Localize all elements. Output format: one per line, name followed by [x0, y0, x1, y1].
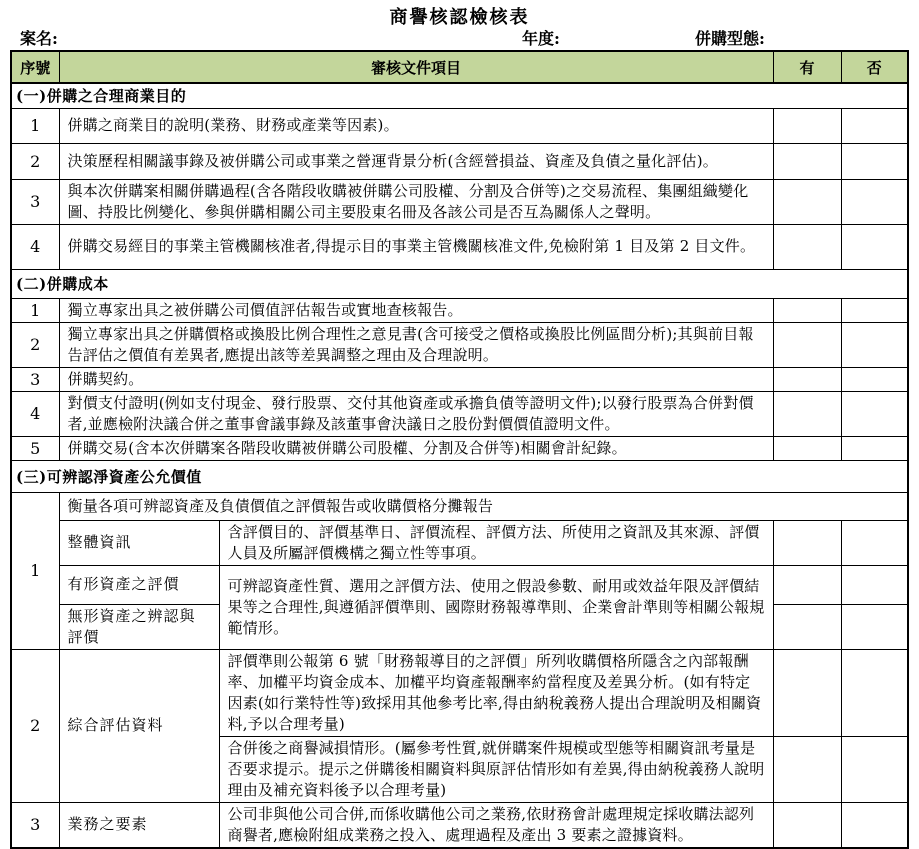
- no-cell[interactable]: [841, 649, 908, 736]
- no-cell[interactable]: [841, 224, 908, 269]
- yes-cell[interactable]: [773, 143, 841, 179]
- row-number: 2: [11, 649, 59, 802]
- row-number: 3: [11, 179, 59, 224]
- column-header-item: 審核文件項目: [59, 51, 773, 83]
- row-item-text: 獨立專家出具之被併購公司價值評估報告或實地查核報告。: [59, 298, 773, 322]
- row-item-text: 併購交易經目的事業主管機關核准者,得提示目的事業主管機關核准文件,免檢附第 1 目及第 2 目文件。: [59, 224, 773, 269]
- section-3-heading: (三)可辨認淨資產公允價值: [11, 460, 908, 492]
- table-row: [11, 179, 908, 224]
- no-cell[interactable]: [841, 802, 908, 848]
- row-number: 4: [11, 224, 59, 269]
- sub-item-text: 評價準則公報第 6 號「財務報導目的之評價」所列收購價格所隱含之內部報酬率、加權平均資金成本、加權平均資產報酬率約當程度及差異分析。(如有特定因素(如行業特性等)致採用其他參考比率,得由納稅義務人提出合理說明及相關資料,予以合理考量): [219, 649, 773, 736]
- no-cell[interactable]: [841, 604, 908, 649]
- year-label: 年度:: [522, 29, 560, 48]
- row-number: 2: [11, 143, 59, 179]
- row-number: 5: [11, 436, 59, 460]
- table-row: [11, 565, 908, 604]
- section-1-heading: (一)併購之合理商業目的: [11, 83, 908, 108]
- sub-item-label: 業務之要素: [59, 802, 219, 848]
- form-meta-row: [0, 26, 919, 50]
- no-cell[interactable]: [841, 322, 908, 367]
- row-item-text: 併購之商業目的說明(業務、財務或產業等因素)。: [59, 108, 773, 143]
- yes-cell[interactable]: [773, 565, 841, 604]
- table-row: [11, 520, 908, 565]
- merger-type-field[interactable]: [810, 28, 890, 46]
- row-item-text: 決策歷程相關議事錄及被併購公司或事業之營運背景分析(含經營損益、資產及負債之量化評估)。: [59, 143, 773, 179]
- column-header-yes: 有: [773, 51, 841, 83]
- sub-item-label: 綜合評估資料: [59, 649, 219, 802]
- year-field[interactable]: [592, 28, 682, 46]
- sub-item-label: 無形資產之辨認與評價: [59, 604, 219, 649]
- yes-cell[interactable]: [773, 108, 841, 143]
- table-row: [11, 322, 908, 367]
- no-cell[interactable]: [841, 565, 908, 604]
- table-row: [11, 802, 908, 848]
- no-cell[interactable]: [841, 143, 908, 179]
- sub-item-text: 可辨認資產性質、選用之評價方法、使用之假設參數、耐用或效益年限及評價結果等之合理性,與遵循評價準則、國際財務報導準則、企業會計準則等相關公報規範情形。: [219, 565, 773, 649]
- no-cell[interactable]: [841, 520, 908, 565]
- row-number: 1: [11, 492, 59, 649]
- table-row: [11, 143, 908, 179]
- no-cell[interactable]: [841, 179, 908, 224]
- yes-cell[interactable]: [773, 436, 841, 460]
- table-header-row: [11, 51, 908, 83]
- row-number: 3: [11, 367, 59, 391]
- case-name-field[interactable]: [85, 28, 385, 46]
- table-row: [11, 436, 908, 460]
- no-cell[interactable]: [841, 298, 908, 322]
- sub-item-text: 公司非與他公司合併,而係收購他公司之業務,依財務會計處理規定採收購法認列商譽者,應檢附組成業務之投入、處理過程及產出 3 要素之證據資料。: [219, 802, 773, 848]
- no-cell[interactable]: [841, 436, 908, 460]
- table-row: [11, 224, 908, 269]
- yes-cell[interactable]: [773, 736, 841, 802]
- yes-cell[interactable]: [773, 224, 841, 269]
- row-item-text: 與本次併購案相關併購過程(含各階段收購被併購公司股權、分割及合併等)之交易流程、集團組織變化圖、持股比例變化、參與併購相關公司主要股東名冊及各該公司是否互為關係人之聲明。: [59, 179, 773, 224]
- yes-cell[interactable]: [773, 179, 841, 224]
- yes-cell[interactable]: [773, 391, 841, 436]
- table-row: [11, 367, 908, 391]
- table-row: [11, 108, 908, 143]
- no-cell[interactable]: [841, 367, 908, 391]
- column-header-no: 否: [841, 51, 908, 83]
- yes-cell[interactable]: [773, 322, 841, 367]
- sub-item-text: 含評價目的、評價基準日、評價流程、評價方法、所使用之資訊及其來源、評價人員及所屬評價機構之獨立性等事項。: [219, 520, 773, 565]
- row-number: 4: [11, 391, 59, 436]
- section-3-heading-row: [11, 460, 908, 492]
- section-2-heading-row: [11, 269, 908, 298]
- yes-cell[interactable]: [773, 367, 841, 391]
- table-row: [11, 298, 908, 322]
- row-item-text: 獨立專家出具之併購價格或換股比例合理性之意見書(含可接受之價格或換股比例區間分析);其與前目報告評估之價值有差異者,應提出該等差異調整之理由及合理說明。: [59, 322, 773, 367]
- checklist-table: [10, 50, 909, 849]
- table-row: [11, 391, 908, 436]
- merger-type-label: 併購型態:: [695, 29, 765, 48]
- table-row: [11, 649, 908, 736]
- case-name-label: 案名:: [20, 29, 58, 48]
- sub-item-text: 合併後之商譽減損情形。(屬參考性質,就併購案件規模或型態等相關資訊考量是否要求提示。提示之併購後相關資料與原評估情形如有差異,得由納稅義務人說明理由及補充資料後予以合理考量): [219, 736, 773, 802]
- page-title: 商譽核認檢核表: [389, 7, 530, 28]
- row-number: 2: [11, 322, 59, 367]
- section-2-heading: (二)併購成本: [11, 269, 908, 298]
- yes-cell[interactable]: [773, 298, 841, 322]
- sub-item-label: 有形資產之評價: [59, 565, 219, 604]
- row-intro-text: 衡量各項可辨認資產及負債價值之評價報告或收購價格分攤報告: [59, 492, 908, 520]
- column-header-seq: 序號: [11, 51, 59, 83]
- yes-cell[interactable]: [773, 802, 841, 848]
- row-number: 1: [11, 108, 59, 143]
- row-item-text: 併購契約。: [59, 367, 773, 391]
- no-cell[interactable]: [841, 108, 908, 143]
- sub-item-label: 整體資訊: [59, 520, 219, 565]
- yes-cell[interactable]: [773, 604, 841, 649]
- row-number: 3: [11, 802, 59, 848]
- row-number: 1: [11, 298, 59, 322]
- yes-cell[interactable]: [773, 520, 841, 565]
- section-1-heading-row: [11, 83, 908, 108]
- no-cell[interactable]: [841, 391, 908, 436]
- yes-cell[interactable]: [773, 649, 841, 736]
- no-cell[interactable]: [841, 736, 908, 802]
- row-item-text: 對價支付證明(例如支付現金、發行股票、交付其他資產或承擔負債等證明文件);以發行股票為合併對價者,並應檢附決議合併之董事會議事錄及該董事會決議日之股份對價價值證明文件。: [59, 391, 773, 436]
- row-item-text: 併購交易(含本次併購案各階段收購被併購公司股權、分割及合併等)相關會計紀錄。: [59, 436, 773, 460]
- table-row: [11, 492, 908, 520]
